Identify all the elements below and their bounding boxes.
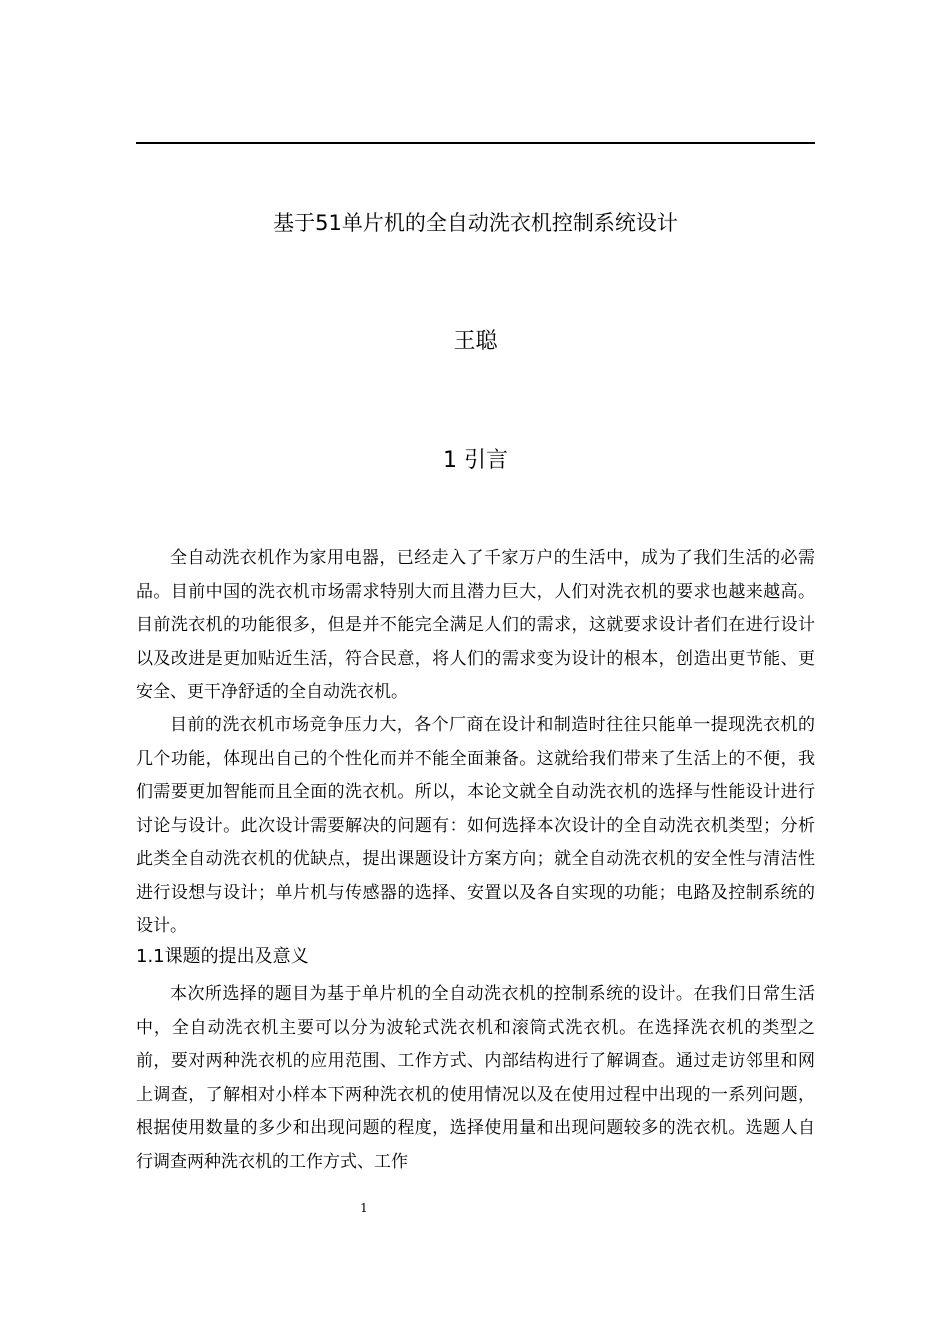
- paragraph-text: 全自动洗衣机作为家用电器，已经走入了千家万户的生活中，成为了我们生活的必需品。目前中国的洗衣机市场需求特别大而且潜力巨大，人们对洗衣机的要求也越来越高。目前洗衣机的功能很多，但是并不能完全满足人们的需求，这就要求设计者们在进行设计以及改进是更加贴近生活，符合民意，将人们的需求变为设计的根本，创造出更节能、更安全、更干净舒适的全自动洗衣机。: [136, 548, 815, 702]
- page-number: 1: [360, 1201, 368, 1215]
- body-paragraph-3: [136, 978, 815, 1179]
- paragraph-text: 目前的洗衣机市场竞争压力大，各个厂商在设计和制造时往往只能单一提现洗衣机的几个功能，体现出自己的个性化而并不能全面兼备。这就给我们带来了生活上的不便，我们需要更加智能而且全面的洗衣机。所以，本论文就全自动洗衣机的选择与性能设计进行讨论与设计。此次设计需要解决的问题有：如何选择本次设计的全自动洗衣机类型；分析此类全自动洗衣机的优缺点，提出课题设计方案方向；就全自动洗衣机的安全性与清洁性进行设想与设计；单片机与传感器的选择、安置以及各自实现的功能；电路及控制系统的设计。: [136, 715, 815, 936]
- body-paragraph-1: [136, 542, 815, 710]
- subsection-heading: 1.1课题的提出及意义: [136, 946, 309, 967]
- paper-title: 基于51单片机的全自动洗衣机控制系统设计: [273, 211, 678, 235]
- body-paragraph-2: [136, 709, 815, 944]
- section-heading: 1 引言: [443, 448, 508, 473]
- author-name: 王聪: [453, 329, 498, 354]
- header-rule: [136, 142, 815, 144]
- paragraph-text: 本次所选择的题目为基于单片机的全自动洗衣机的控制系统的设计。在我们日常生活中，全自动洗衣机主要可以分为波轮式洗衣机和滚筒式洗衣机。在选择洗衣机的类型之前，要对两种洗衣机的应用范围、工作方式、内部结构进行了解调查。通过走访邻里和网上调查，了解相对小样本下两种洗衣机的使用情况以及在使用过程中出现的一系列问题，根据使用数量的多少和出现问题的程度，选择使用量和出现问题较多的洗衣机。选题人自行调查两种洗衣机的工作方式、工作: [136, 984, 815, 1172]
